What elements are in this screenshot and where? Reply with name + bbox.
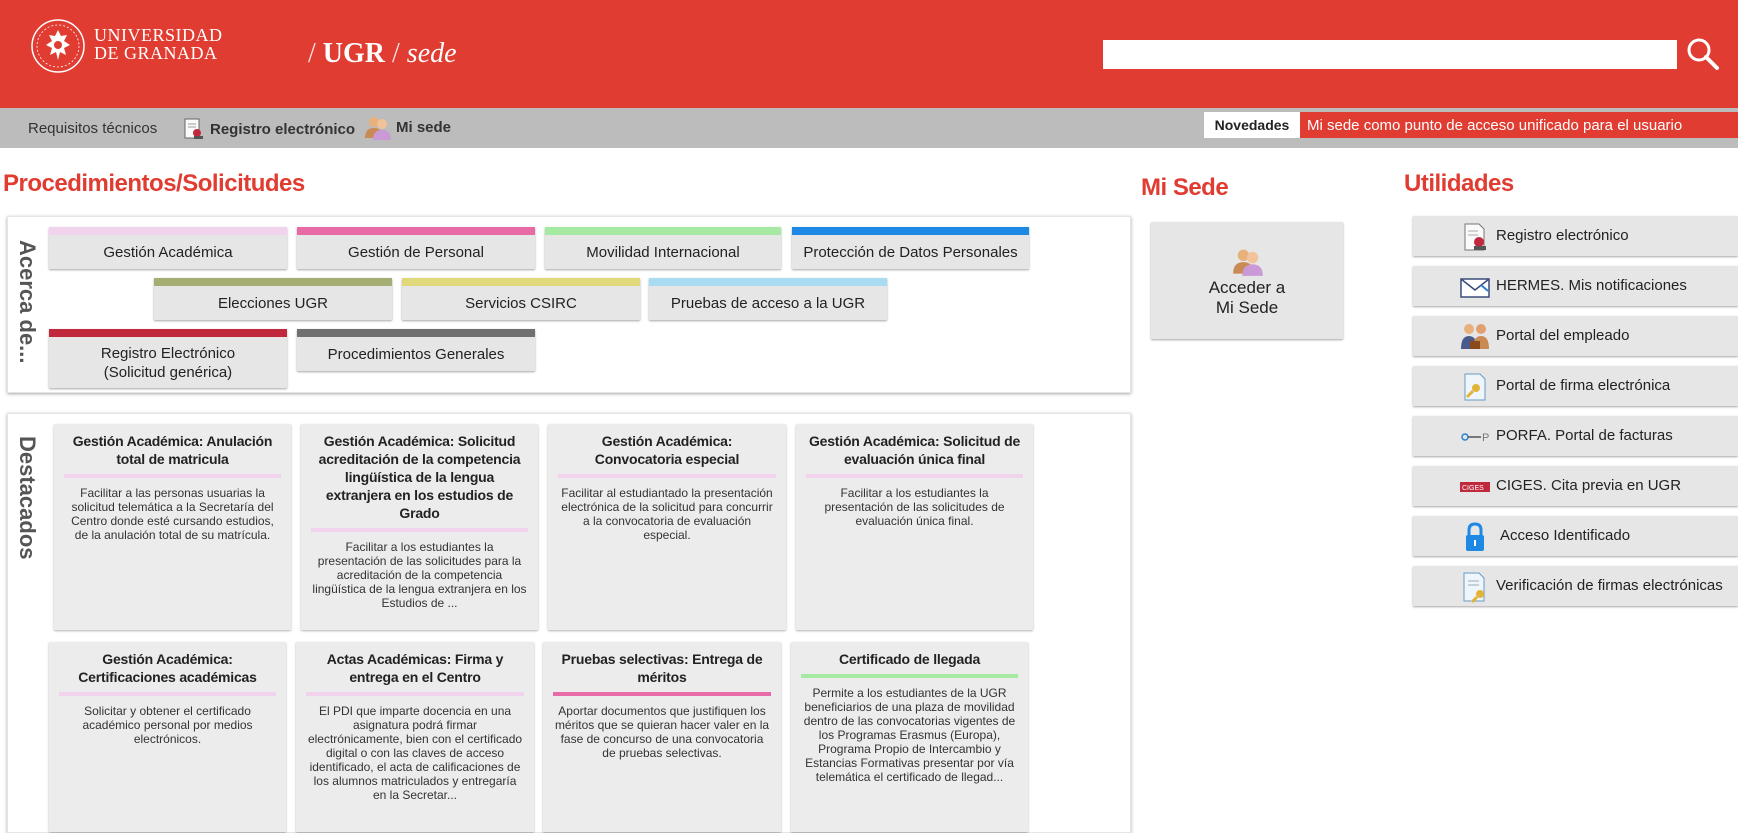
mi-sede-title: Mi Sede [1141, 174, 1229, 201]
util-ciges[interactable] [1413, 466, 1738, 506]
signature-key-icon [1459, 371, 1491, 403]
card-description: El PDI que imparte docencia en una asignatura podrá firmar electrónicamente, bien con el certificado digital o con las claves de acceso identificado, el acta de calificaciones de los alumnos matriculados y entregaría en la Secretar... [307, 704, 523, 802]
card-description: Permite a los estudiantes de la UGR beneficiarios de una plaza de movilidad dentro de las convocatorias vigentes de los Programas Erasmus (Europa), Programa Propio de Intercambio y Estancias Formativas presentar por vía telemática el certificado de llegad... [803, 686, 1016, 784]
util-label: Portal del empleado [1496, 327, 1630, 344]
procedimientos-title: Procedimientos/Solicitudes [3, 170, 305, 197]
verify-document-icon [1459, 571, 1491, 603]
featured-card[interactable] [301, 424, 538, 630]
util-verificacion-firmas[interactable] [1413, 566, 1738, 606]
university-seal-icon [30, 18, 86, 74]
card-color-bar [801, 674, 1018, 678]
category-label [101, 344, 235, 382]
site-header [0, 0, 1738, 108]
card-color-bar [306, 692, 524, 696]
category-gestion-academica[interactable] [49, 227, 287, 269]
card-color-bar [311, 528, 528, 532]
category-label: Servicios CSIRC [465, 294, 577, 312]
news-label: Novedades [1204, 112, 1300, 138]
nav-requisitos-tecnicos[interactable] [28, 116, 157, 140]
card-color-bar [59, 692, 276, 696]
card-title: Gestión Académica: Convocatoria especial [594, 433, 740, 467]
users-icon [364, 114, 392, 140]
university-name [94, 26, 223, 62]
category-servicios-csirc[interactable] [402, 278, 640, 320]
category-label: Procedimientos Generales [327, 345, 505, 363]
card-title: Pruebas selectivas: Entrega de méritos [561, 651, 763, 685]
brand-ugr: UGR [322, 38, 386, 69]
category-movilidad-internacional[interactable] [545, 227, 781, 269]
card-description: Facilitar a los estudiantes la presentación de las solicitudes para la acreditación de la competencia lingüística de la lengua extranjera en los Estudios de ... [312, 540, 527, 610]
nav-item-label: Requisitos técnicos [28, 119, 158, 137]
university-name-line1: UNIVERSIDAD [94, 25, 223, 45]
util-label: PORFA. Portal de facturas [1496, 427, 1673, 444]
featured-card[interactable] [296, 642, 534, 832]
news-ticker[interactable]: Mi sede como punto de acceso unificado para el usuario [1300, 112, 1738, 138]
featured-card[interactable] [54, 424, 291, 630]
util-label: Registro electrónico [1496, 227, 1629, 244]
category-elecciones-ugr[interactable] [154, 278, 392, 320]
card-title: Gestión Académica: Solicitud acreditación de la competencia lingüística de la lengua extranjera en los estudios de Grado [318, 433, 521, 521]
svg-text:CIGES: CIGES [1462, 485, 1484, 492]
nav-item-label: Mi sede [396, 118, 452, 136]
category-label: Protección de Datos Personales [803, 243, 1018, 261]
acceder-mi-sede-button[interactable] [1151, 222, 1343, 339]
ciges-logo-icon [1459, 471, 1491, 503]
svg-text:P: P [1482, 432, 1490, 444]
util-label: HERMES. Mis notificaciones [1496, 277, 1687, 294]
brand-sede: sede [406, 38, 457, 69]
acerca-label: Acerca de... [15, 240, 40, 364]
destacados-label: Destacados [15, 436, 40, 560]
card-description: Aportar documentos que justifiquen los méritos que se quieran hacer valer en la fase de concurso de una convocatoria de pruebas selectivas. [554, 704, 770, 760]
category-registro-electronico[interactable] [49, 329, 287, 388]
util-portal-firma[interactable] [1413, 366, 1738, 406]
category-gestion-personal[interactable] [297, 227, 535, 269]
sede-brand[interactable] [308, 38, 457, 70]
university-logo[interactable] [30, 18, 230, 78]
utilidades-title: Utilidades [1404, 170, 1514, 197]
card-title: Actas Académicas: Firma y entrega en el Centro [326, 651, 504, 685]
category-label: Gestión Académica [103, 243, 233, 261]
util-porfa[interactable] [1413, 416, 1738, 456]
featured-card[interactable] [796, 424, 1033, 630]
brand-slash: / [308, 38, 316, 69]
category-pruebas-acceso[interactable] [649, 278, 887, 320]
button-label-line1: Acceder a [1208, 278, 1286, 297]
util-label: CIGES. Cita previa en UGR [1496, 477, 1682, 494]
util-label: Acceso Identificado [1500, 527, 1631, 544]
card-title: Gestión Académica: Solicitud de evaluación única final [808, 433, 1021, 467]
featured-card[interactable] [543, 642, 781, 832]
util-label: Portal de firma electrónica [1496, 377, 1671, 394]
card-description: Facilitar a las personas usuarias la solicitud telemática a la Secretaría del Centro donde esté cursando estudios, de la anulación total de su matrícula. [71, 486, 274, 542]
document-stamp-icon [182, 117, 206, 141]
featured-card[interactable] [791, 642, 1028, 832]
button-label-line2: Mi Sede [1215, 298, 1279, 317]
search-icon[interactable] [1685, 36, 1721, 72]
category-label: Pruebas de acceso a la UGR [670, 294, 866, 312]
featured-card[interactable] [548, 424, 786, 630]
porfa-logo-icon [1459, 421, 1491, 453]
category-procedimientos-generales[interactable] [297, 329, 535, 371]
envelope-icon [1459, 271, 1491, 303]
category-proteccion-datos[interactable] [792, 227, 1029, 269]
category-label: Movilidad Internacional [586, 243, 740, 261]
card-color-bar [558, 474, 776, 478]
card-color-bar [64, 474, 281, 478]
category-label-line1: Registro Electrónico [100, 344, 236, 362]
featured-card[interactable] [49, 642, 286, 832]
acceder-mi-sede-label [1151, 278, 1343, 318]
employees-icon [1459, 321, 1491, 353]
brand-slash: / [392, 38, 400, 69]
lock-icon [1459, 521, 1491, 553]
util-portal-empleado[interactable] [1413, 316, 1738, 356]
card-title: Certificado de llegada [838, 651, 981, 667]
card-description: Facilitar al estudiantado la presentación electrónica de la solicitud para concurrir a la convocatoria de evaluación especial. [561, 486, 773, 542]
category-label: Elecciones UGR [217, 294, 329, 312]
category-label-line2: (Solicitud genérica) [103, 363, 233, 381]
util-label: Verificación de firmas electrónicas [1496, 577, 1723, 594]
category-label: Gestión de Personal [348, 243, 484, 261]
nav-item-label: Registro electrónico [210, 120, 356, 138]
card-description: Solicitar y obtener el certificado académico personal por medios electrónicos. [82, 704, 253, 746]
users-icon [1232, 246, 1264, 276]
nav-mi-sede[interactable] [364, 115, 451, 139]
util-acceso-identificado[interactable] [1413, 516, 1738, 556]
search-input[interactable] [1103, 40, 1677, 69]
card-title: Gestión Académica: Certificaciones académicas [78, 651, 257, 685]
util-registro-electronico[interactable] [1413, 216, 1738, 256]
util-hermes[interactable] [1413, 266, 1738, 306]
document-stamp-icon [1459, 221, 1491, 253]
card-color-bar [806, 474, 1023, 478]
card-title: Gestión Académica: Anulación total de matricula [72, 433, 273, 467]
card-color-bar [553, 692, 771, 696]
card-description: Facilitar a los estudiantes la presentación de las solicitudes de evaluación única final. [824, 486, 1005, 528]
nav-registro-electronico[interactable] [182, 117, 355, 141]
university-name-line2: DE GRANADA [94, 43, 218, 63]
